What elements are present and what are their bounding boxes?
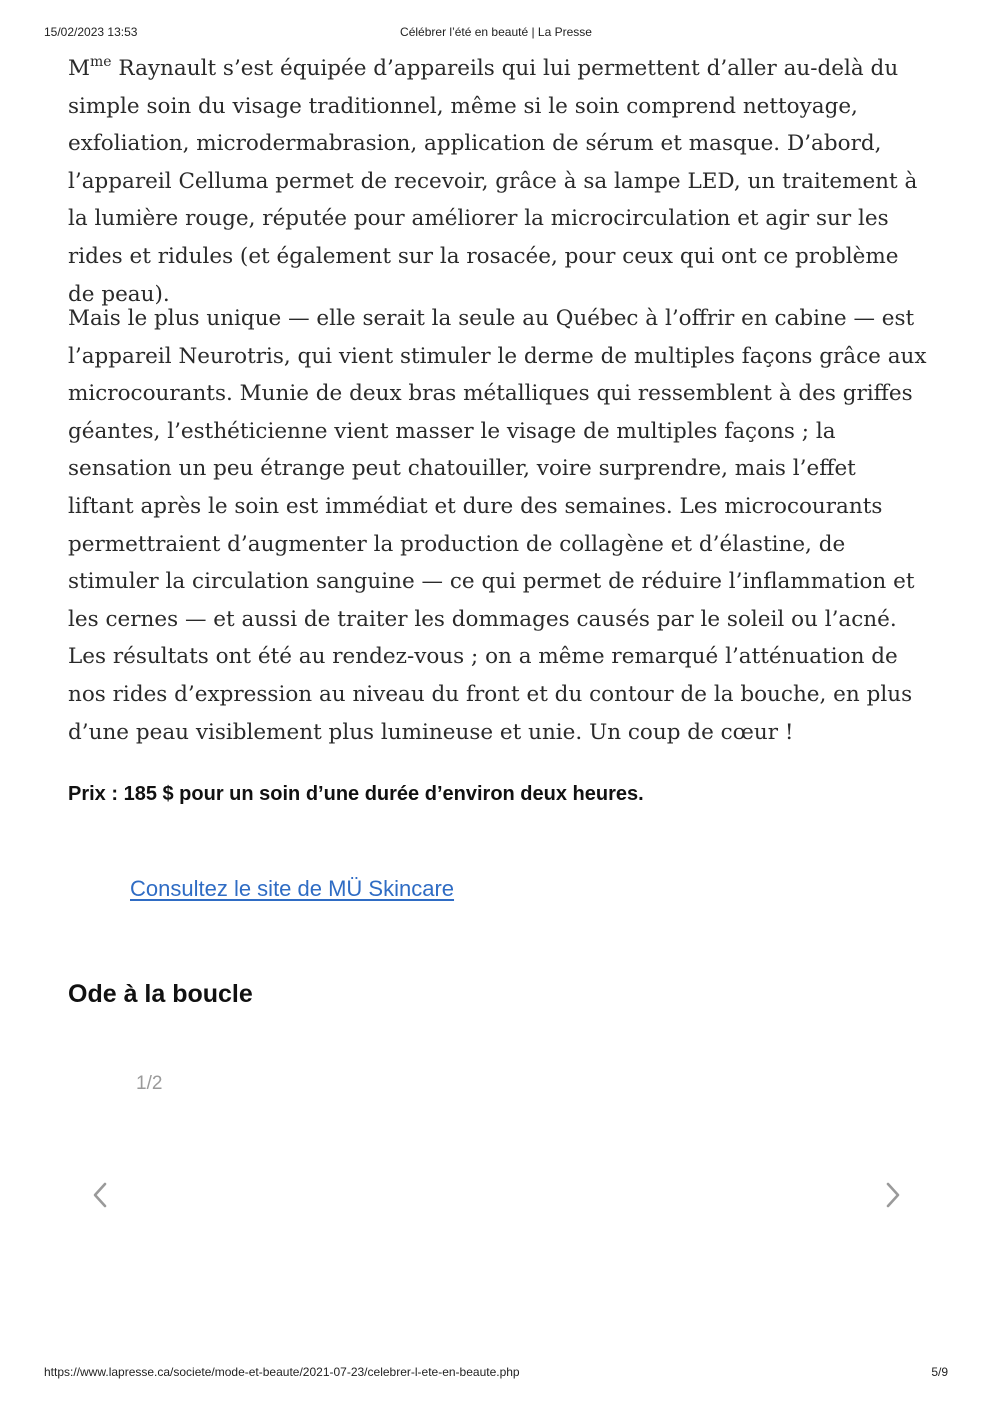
section-title: Ode à la boucle <box>68 980 253 1008</box>
price-note: Prix : 185 $ pour un soin d’une durée d’environ deux heures. <box>68 783 644 805</box>
print-doc-title: Célébrer l’été en beauté | La Presse <box>400 25 592 39</box>
abbreviation-base: M <box>68 56 91 81</box>
print-footer <box>44 1365 948 1381</box>
print-header <box>44 25 948 41</box>
print-datetime: 15/02/2023 13:53 <box>44 25 138 39</box>
skincare-site-link[interactable]: Consultez le site de MÜ Skincare <box>130 876 455 901</box>
paragraph-text: Raynault s’est équipée d’appareils qui lui permettent d’aller au-delà du simple soin du visage traditionnel, même si le soin comprend nettoyage, exfoliation, microdermabrasion, application de sérum et masque. D’abord, l’appareil Celluma permet de recevoir, grâce à sa lampe LED, un traitement à la lumière rouge, réputée pour améliorer la microcirculation et agir sur les rides et ridules (et également sur la rosacée, pour ceux qui ont ce problème de peau). <box>68 56 918 307</box>
gallery-next-button[interactable] <box>882 1180 904 1210</box>
abbreviation-superscript: me <box>90 54 112 70</box>
gallery-counter: 1/2 <box>136 1073 163 1094</box>
chevron-left-icon <box>92 1182 108 1208</box>
article-paragraph: Mais le plus unique — elle serait la seule au Québec à l’offrir en cabine — est l’appareil Neurotris, qui vient stimuler le derme de multiples façons grâce aux microcourants. Munie de deux bras métalliques qui ressemblent à des griffes géantes, l’esthéticienne vient masser le visage de multiples façons ; la sensation un peu étrange peut chatouiller, voire surprendre, mais l’effet liftant après le soin est immédiat et dure des semaines. Les microcourants permettraient d’augmenter la production de collagène et d’élastine, de stimuler la circulation sanguine — ce qui permet de réduire l’inflammation et les cernes — et aussi de traiter les dommages causés par le soleil ou l’acné. Les résultats ont été au rendez-vous ; on a même remarqué l’atténuation de nos rides d’expression au niveau du front et du contour de la bouche, en plus d’une peau visiblement plus lumineuse et unie. Un coup de cœur ! <box>68 306 927 745</box>
print-url: https://www.lapresse.ca/societe/mode-et-beaute/2021-07-23/celebrer-l-ete-en-beaute.php <box>44 1365 520 1379</box>
gallery-prev-button[interactable] <box>89 1180 111 1210</box>
page-number: 5/9 <box>931 1365 948 1379</box>
article-paragraph <box>68 50 928 313</box>
chevron-right-icon <box>885 1182 901 1208</box>
